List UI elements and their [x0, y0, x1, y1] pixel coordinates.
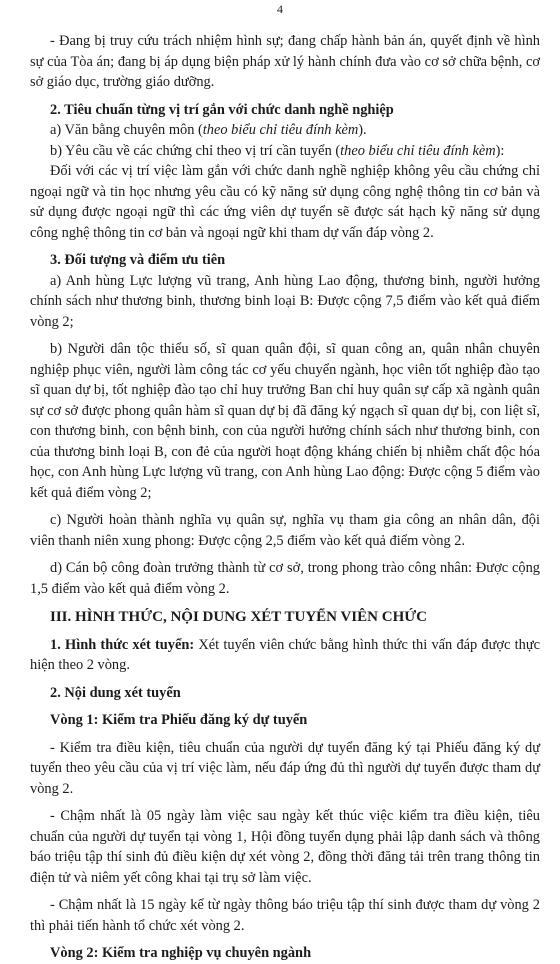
round-1-paragraph-3: - Chậm nhất là 15 ngày kể từ ngày thông báo triệu tập thí sinh được tham dự vòng 2 thì phải tiến hành tổ chức xét vòng 2. [30, 897, 540, 934]
recruitment-content-heading: 2. Nội dung xét tuyển [50, 684, 181, 701]
section-III-title: III. HÌNH THỨC, NỘI DUNG XÉT TUYỂN VIÊN CHỨC [50, 609, 428, 625]
priority-item-c: c) Người hoàn thành nghĩa vụ quân sự, nghĩa vụ tham gia công an nhân dân, đội viên thanh niên xung phong: Được cộng 2,5 điểm vào kết quả điểm vòng 2. [30, 512, 540, 549]
round-2-heading: Vòng 2: Kiểm tra nghiệp vụ chuyên ngành [50, 945, 312, 961]
round-1-paragraph-1: - Kiểm tra điều kiện, tiêu chuẩn của người dự tuyển đăng ký tại Phiếu đăng ký dự tuyển theo yêu cầu của vị trí việc làm, nếu đáp ứng đủ thì người dự tuyển được tham dự vòng 2. [30, 739, 540, 797]
section-2-item-b: b) Yêu cầu về các chứng chỉ theo vị trí cần tuyển (theo biểu chỉ tiêu đính kèm): [50, 142, 505, 159]
round-1-paragraph-2: - Chậm nhất là 05 ngày làm việc sau ngày kết thúc việc kiểm tra điều kiện, tiêu chuẩn của người dự tuyển tại vòng 1, Hội đồng tuyển dụng phải lập danh sách và thông báo triệu tập thí sinh đủ điều kiện dự xét vòng 2, đồng thời đăng tải trên trang thông tin điện tử và niêm yết công khai tại trụ sở làm việc. [30, 808, 540, 886]
section-2-item-a: a) Văn bằng chuyên môn (theo biểu chỉ tiêu đính kèm). [50, 122, 367, 138]
section-2-item-b-detail: Đối với các vị trí việc làm gắn với chức danh nghề nghiệp không yêu cầu chứng chỉ ngoại ngữ và tin học nhưng yêu cầu có kỹ năng sử dụng công nghệ thông tin cơ bản và sử dụng được ngoại ngữ thì các ứng viên dự tuyển sẽ được sát hạch kỹ năng sử dụng công nghệ thông tin cơ bản và ngoại ngữ khi tham dự vấn đáp vòng 2. [30, 163, 540, 241]
priority-item-a: a) Anh hùng Lực lượng vũ trang, Anh hùng Lao động, thương binh, người hưởng chính sách như thương binh, thương binh loại B: Được cộng 7,5 điểm vào kết quả điểm vòng 2; [30, 272, 540, 330]
recruitment-form: 1. Hình thức xét tuyển: Xét tuyển viên chức bằng hình thức thi vấn đáp được thực hiện theo 2 vòng. [30, 636, 541, 673]
priority-item-b: b) Người dân tộc thiểu số, sĩ quan quân đội, sĩ quan công an, quân nhân chuyên nghiệp phục viên, người làm công tác cơ yếu chuyển ngành, học viên tốt nghiệp đào tạo sĩ quan dự bị, tốt nghiệp đào tạo chỉ huy trưởng Ban chỉ huy quân sự cấp xã ngành quân sự cơ sở được phong quân hàm sĩ quan dự bị đã đăng ký ngạch sĩ quan dự bị, con liệt sĩ, con thương binh, con bệnh binh, con của người hưởng chính sách như thương binh, con của thương binh loại B, con đẻ của người hoạt động kháng chiến bị nhiễm chất độc hóa học, con Anh hùng Lực lượng vũ trang, con Anh hùng Lao động: Được cộng 5 điểm vào kết quả điểm vòng 2; [30, 341, 540, 501]
section-3-heading: 3. Đối tượng và điểm ưu tiên [50, 252, 226, 268]
ineligibility-item: - Đang bị truy cứu trách nhiệm hình sự; đang chấp hành bản án, quyết định về hình sự của Tòa án; đang bị áp dụng biện pháp xử lý hành chính đưa vào cơ sở chữa bệnh, cơ sở giáo dục, trường giáo dưỡng. [30, 33, 540, 90]
round-1-heading: Vòng 1: Kiểm tra Phiếu đăng ký dự tuyển [50, 712, 308, 728]
document-body [30, 31, 540, 964]
section-2-heading: 2. Tiêu chuẩn từng vị trí gắn với chức danh nghề nghiệp [50, 101, 394, 118]
priority-item-d: d) Cán bộ công đoàn trưởng thành từ cơ sở, trong phong trào công nhân: Được cộng 1,5 điểm vào kết quả điểm vòng 2. [30, 560, 540, 597]
page-number: 4 [277, 2, 283, 16]
